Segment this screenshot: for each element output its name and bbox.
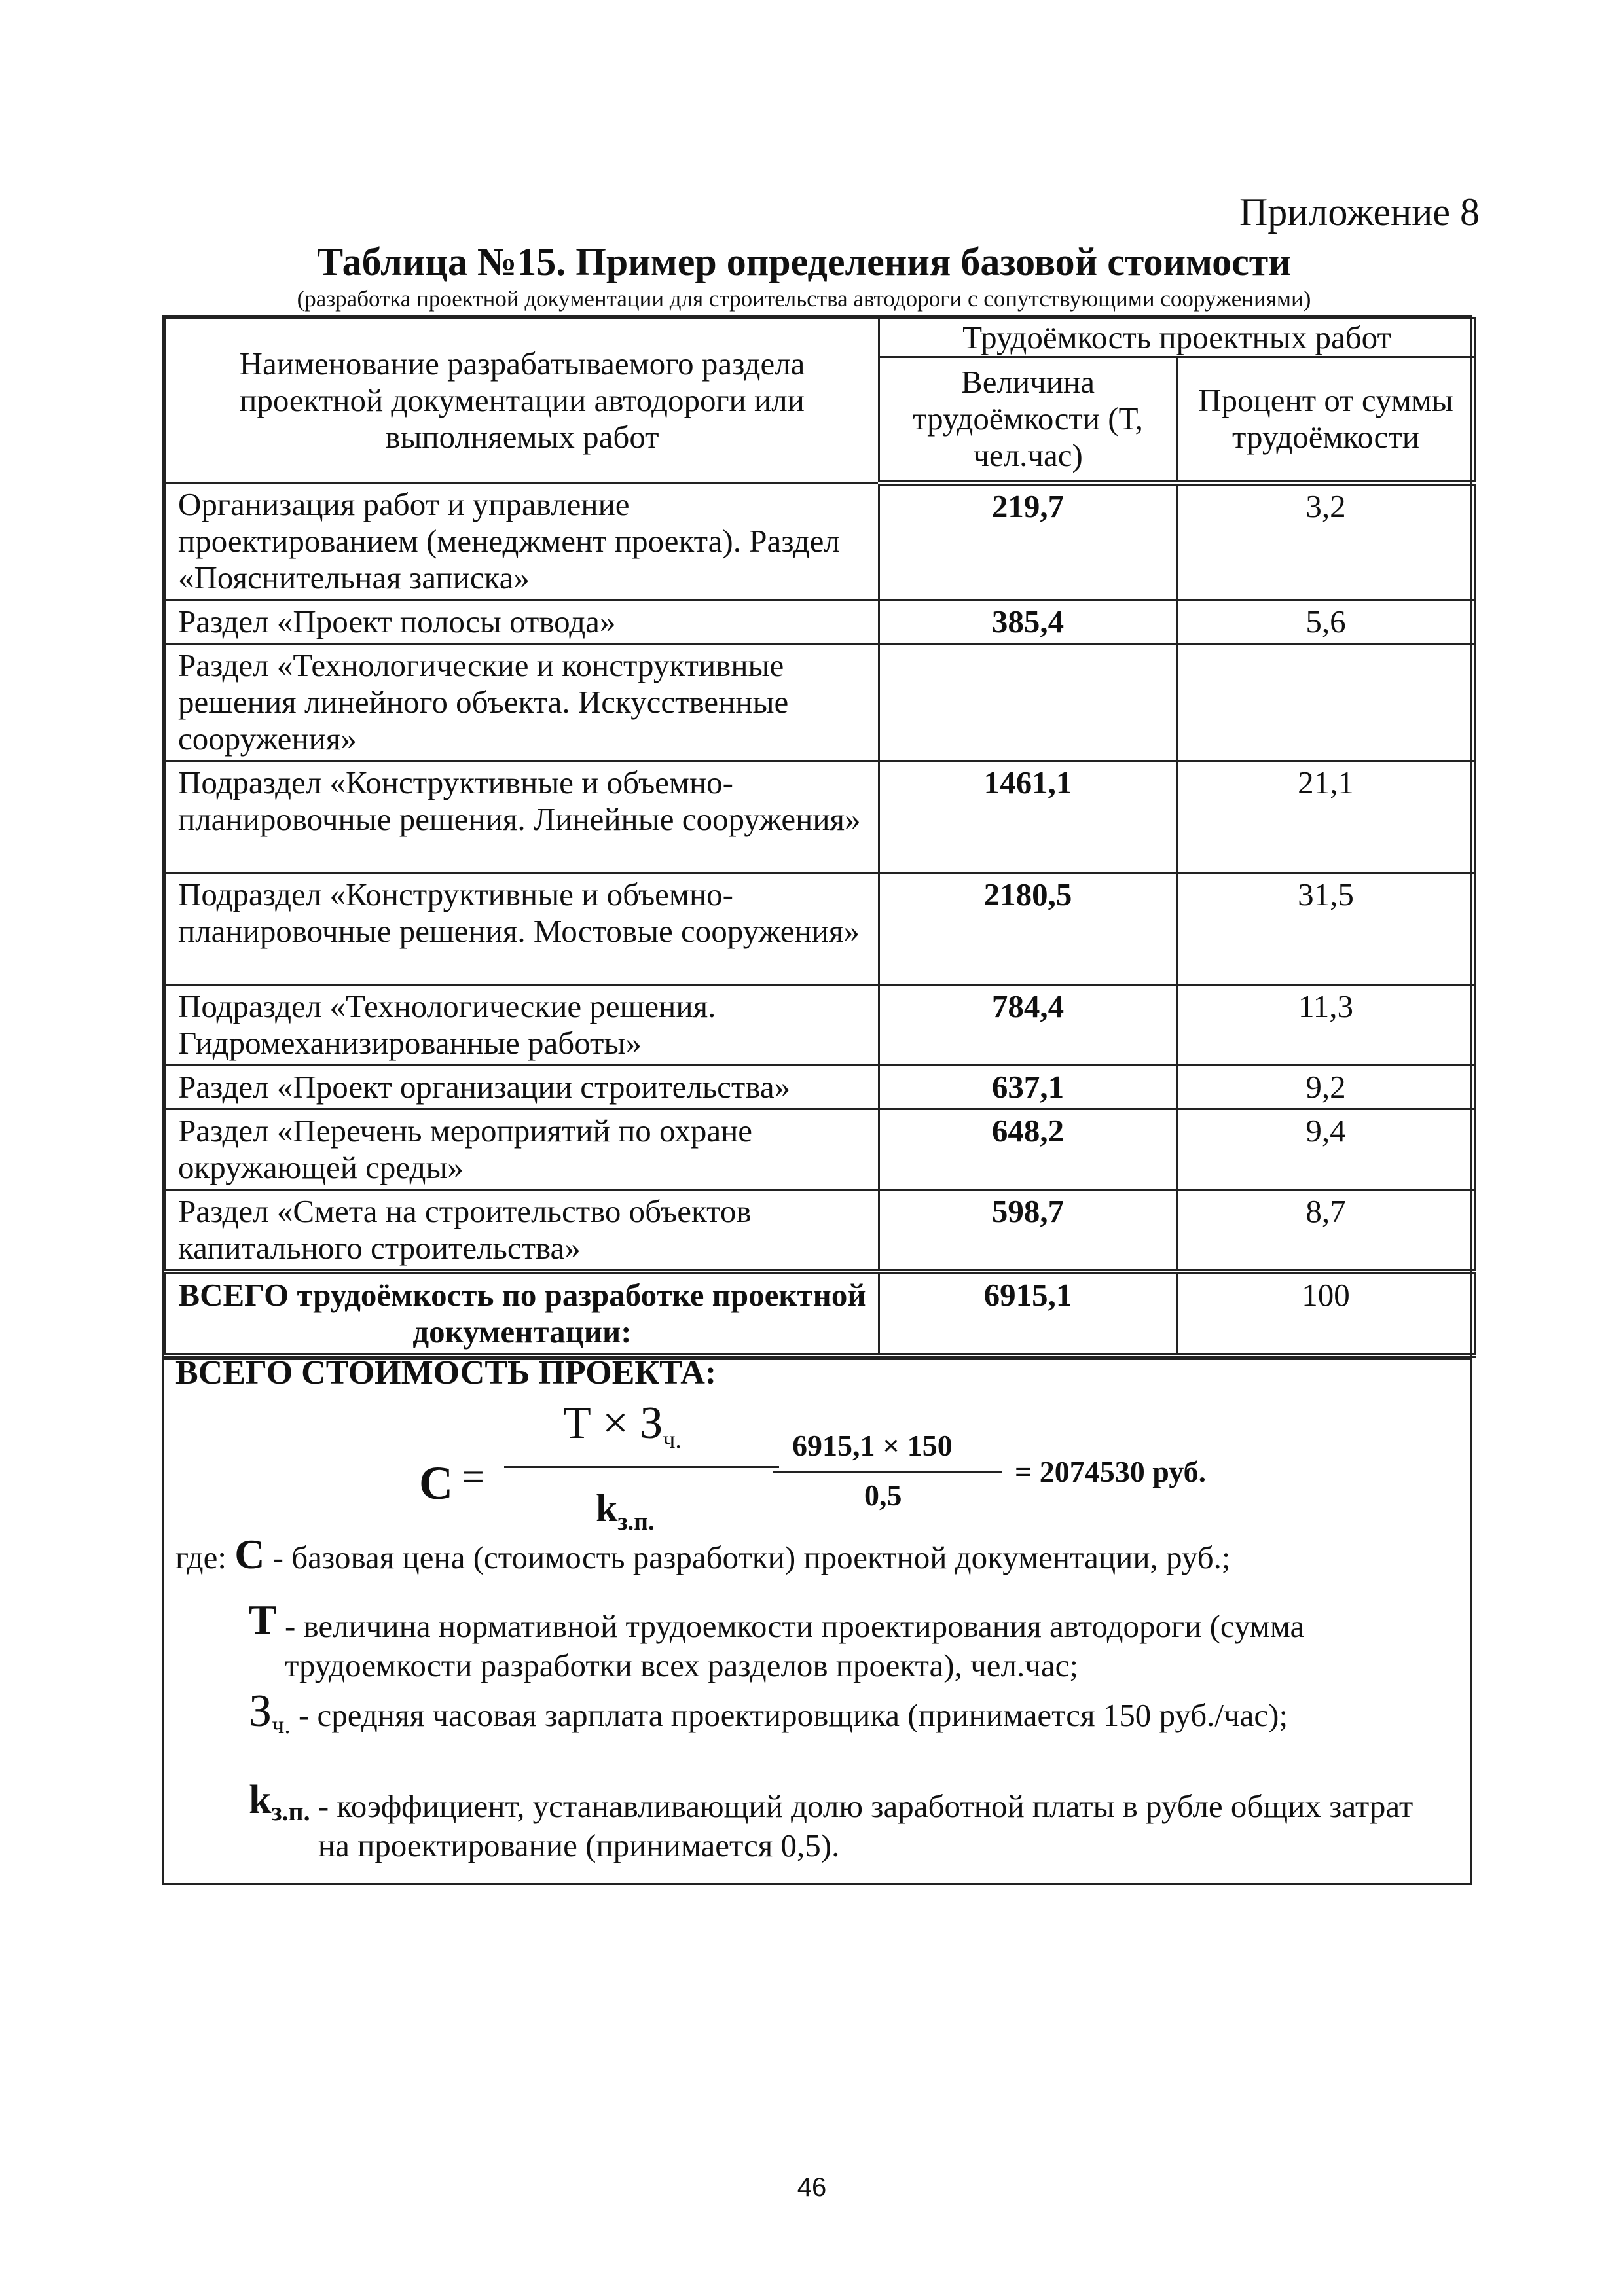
definition-k xyxy=(249,1780,1467,1865)
col-header-group: Трудоёмкость проектных работ xyxy=(879,319,1475,357)
appendix-label: Приложение 8 xyxy=(1239,190,1480,234)
fraction-line xyxy=(504,1466,779,1468)
formula-numerator-sub: ч. xyxy=(663,1426,682,1454)
symbol-t: Т xyxy=(249,1596,277,1643)
row-name: Раздел «Проект организации строительства» xyxy=(166,1066,879,1109)
row-percent: 8,7 xyxy=(1177,1190,1475,1272)
row-percent xyxy=(1177,644,1475,761)
row-percent: 5,6 xyxy=(1177,600,1475,644)
row-name: Подраздел «Конструктивные и объемно-планировочные решения. Линейные сооружения» xyxy=(166,761,879,873)
where-label: где: xyxy=(175,1539,227,1575)
table-row xyxy=(166,873,1475,985)
row-percent: 31,5 xyxy=(1177,873,1475,985)
total-value: 6915,1 xyxy=(879,1272,1177,1355)
table-row xyxy=(166,1109,1475,1190)
row-value: 637,1 xyxy=(879,1066,1177,1109)
formula-numerator-text: Т × З xyxy=(563,1398,663,1448)
row-name: Подраздел «Технологические решения. Гидромеханизированные работы» xyxy=(166,985,879,1066)
row-name: Раздел «Проект полосы отвода» xyxy=(166,600,879,644)
formula-c: С xyxy=(419,1457,453,1509)
row-percent: 11,3 xyxy=(1177,985,1475,1066)
col-header-value: Величина трудоёмкости (Т, чел.час) xyxy=(879,357,1177,483)
total-row xyxy=(166,1272,1475,1355)
definition-t xyxy=(249,1596,1453,1685)
symbol-z: З xyxy=(249,1686,272,1736)
formula-numerator-values: 6915,1 × 150 xyxy=(792,1429,953,1462)
row-name: Подраздел «Конструктивные и объемно-планировочные решения. Мостовые сооружения» xyxy=(166,873,879,985)
row-value: 1461,1 xyxy=(879,761,1177,873)
table-row xyxy=(166,1066,1475,1109)
row-name: Организация работ и управление проектированием (менеджмент проекта). Раздел «Пояснительная записка» xyxy=(166,483,879,600)
formula-denominator-sub: з.п. xyxy=(617,1508,655,1535)
row-value: 648,2 xyxy=(879,1109,1177,1190)
symbol-z-sub: ч. xyxy=(272,1711,291,1739)
table-row xyxy=(166,644,1475,761)
table-title: Таблица №15. Пример определения базовой стоимости xyxy=(317,240,1291,283)
total-name: ВСЕГО трудоёмкость по разработке проектной документации: xyxy=(166,1272,879,1355)
definition-c-text: - базовая цена (стоимость разработки) проектной документации, руб.; xyxy=(272,1539,1231,1575)
row-percent: 9,2 xyxy=(1177,1066,1475,1109)
total-percent: 100 xyxy=(1177,1272,1475,1355)
definition-z xyxy=(249,1686,1288,1745)
symbol-k: k xyxy=(249,1778,272,1822)
fraction-line-values xyxy=(773,1471,1002,1473)
table-row xyxy=(166,600,1475,644)
page-number: 46 xyxy=(797,2173,827,2202)
col-header-percent: Процент от суммы трудоёмкости xyxy=(1177,357,1475,483)
definition-z-text: - средняя часовая зарплата проектировщика (принимается 150 руб./час); xyxy=(298,1697,1288,1733)
row-percent: 21,1 xyxy=(1177,761,1475,873)
col-header-name: Наименование разрабатываемого раздела проектной документации автодороги или выполняемых работ xyxy=(166,319,879,483)
symbol-k-sub: з.п. xyxy=(271,1796,310,1826)
row-percent: 3,2 xyxy=(1177,483,1475,600)
definition-t-text: - величина нормативной трудоемкости проектирования автодороги (сумма трудоемкости разработки всех разделов проекта), чел.час; xyxy=(284,1608,1305,1683)
table-subtitle: (разработка проектной документации для строительства автодороги с сопутствующими сооружениями) xyxy=(297,286,1311,312)
total-cost-label: ВСЕГО СТОИМОСТЬ ПРОЕКТА: xyxy=(175,1354,717,1391)
formula-numerator xyxy=(563,1397,682,1454)
labor-table xyxy=(162,315,1472,1360)
row-name: Раздел «Смета на строительство объектов капитального строительства» xyxy=(166,1190,879,1272)
row-percent: 9,4 xyxy=(1177,1109,1475,1190)
row-value: 219,7 xyxy=(879,483,1177,600)
row-name: Раздел «Технологические и конструктивные решения линейного объекта. Искусственные сооружения» xyxy=(166,644,879,761)
formula-equals: = xyxy=(462,1455,484,1499)
definition-c xyxy=(175,1531,1231,1577)
row-value: 385,4 xyxy=(879,600,1177,644)
formula-denominator-text: k xyxy=(596,1486,618,1530)
table-row xyxy=(166,1190,1475,1272)
row-value: 2180,5 xyxy=(879,873,1177,985)
table-row xyxy=(166,483,1475,600)
table-row xyxy=(166,761,1475,873)
formula-result: = 2074530 руб. xyxy=(1015,1455,1207,1488)
formula-denominator xyxy=(596,1486,655,1536)
definition-k-text: - коэффициент, устанавливающий долю заработной платы в рубле общих затрат на проектирование (принимается 0,5). xyxy=(318,1788,1413,1863)
row-value: 784,4 xyxy=(879,985,1177,1066)
table-row xyxy=(166,985,1475,1066)
formula-denominator-value: 0,5 xyxy=(864,1479,902,1512)
row-value xyxy=(879,644,1177,761)
symbol-c: С xyxy=(234,1531,265,1577)
row-name: Раздел «Перечень мероприятий по охране окружающей среды» xyxy=(166,1109,879,1190)
row-value: 598,7 xyxy=(879,1190,1177,1272)
